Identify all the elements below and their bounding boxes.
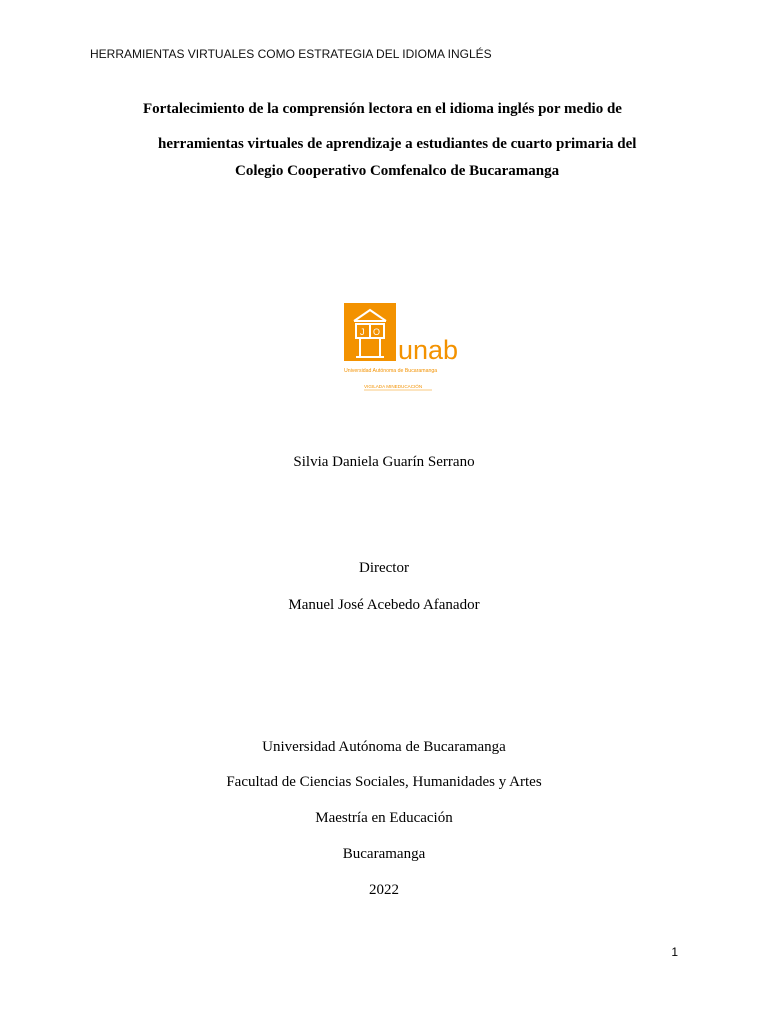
- director-label: Director: [359, 560, 409, 576]
- logo-accreditation-caption: VIGILADA MINEDUCACIÓN: [364, 384, 423, 389]
- logo-wordmark: unab: [398, 335, 459, 365]
- page-number: 1: [671, 945, 678, 959]
- title-line-1: Fortalecimiento de la comprensión lectora en el idioma inglés por medio de: [143, 101, 622, 117]
- title-line-3: Colegio Cooperativo Comfenalco de Bucaramanga: [235, 163, 560, 179]
- university-name: Universidad Autónoma de Bucaramanga: [262, 739, 506, 755]
- university-logo: [340, 302, 460, 394]
- program-name: Maestría en Educación: [315, 810, 453, 826]
- logo-institution-caption: Universidad Autónoma de Bucaramanga: [344, 368, 438, 374]
- city-name: Bucaramanga: [342, 846, 426, 862]
- faculty-name: Facultad de Ciencias Sociales, Humanidades y Artes: [226, 774, 542, 790]
- publication-year: 2022: [369, 882, 399, 898]
- director-name: Manuel José Acebedo Afanador: [288, 597, 480, 613]
- svg-text:J: J: [360, 327, 365, 337]
- author-name: Silvia Daniela Guarín Serrano: [293, 454, 475, 470]
- svg-text:O: O: [373, 327, 381, 337]
- running-header: HERRAMIENTAS VIRTUALES COMO ESTRATEGIA DEL IDIOMA INGLÉS: [90, 47, 492, 61]
- title-line-2: herramientas virtuales de aprendizaje a estudiantes de cuarto primaria del: [158, 136, 637, 152]
